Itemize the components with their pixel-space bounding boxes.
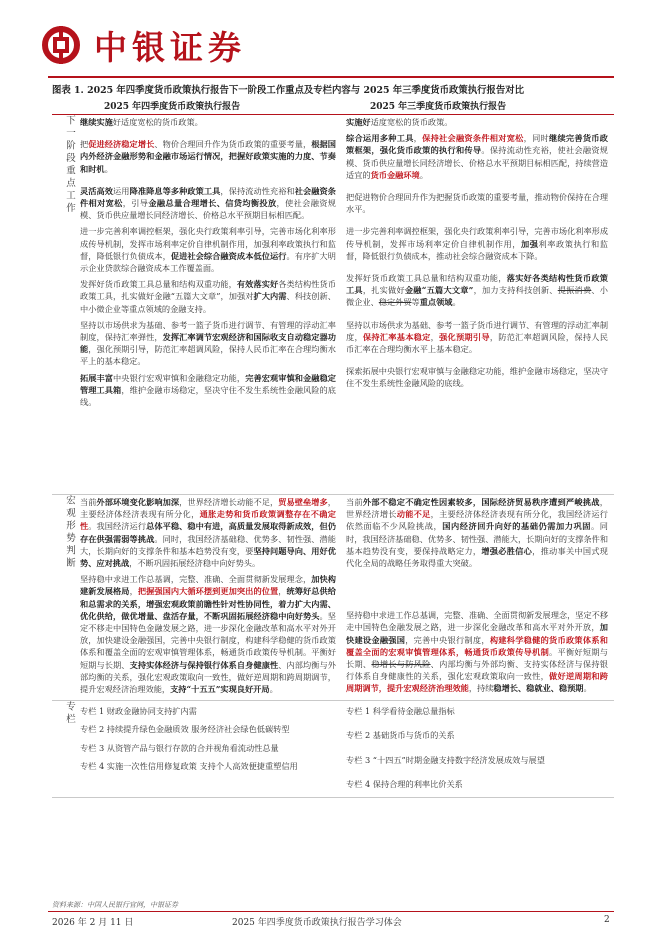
row-special xyxy=(52,701,614,798)
boc-logo-icon xyxy=(42,26,80,64)
focus-right-cell xyxy=(342,115,614,495)
list-item: 专栏 1 科学看待金融总量指标 xyxy=(346,706,455,717)
row-macro xyxy=(52,495,614,701)
paragraph: 继续实施好适度宽松的货币政策。 xyxy=(80,117,203,127)
list-item: 专栏 3 从资管产品与银行存款的合并视角看流动性总量 xyxy=(80,742,279,753)
paragraph: 坚持以市场供求为基础、参考一篮子货币进行调节、有管理的浮动汇率制度，保持汇率弹性，发挥汇率调节宏观经济和国际收支自动稳定器功能，强化预期引导，防范汇率超调风险，保持人民币汇率在合理均衡水平上的基本稳定。 xyxy=(80,319,336,367)
column-header-right: 2025 年三季度货币政策执行报告 xyxy=(342,97,614,115)
footer-date: 2026 年 2 月 11 日 xyxy=(52,918,134,928)
section-label-macro: 宏观形势判断 xyxy=(64,495,75,570)
footer-title: 2025 年四季度货币政策执行报告学习体会 xyxy=(232,918,402,928)
paragraph: 当前外部环境变化影响加深，世界经济增长动能不足，贸易壁垒增多，主要经济体经济表现有所分化，通胀走势和货币政策调整存在不确定性。我国经济运行总体平稳、稳中有进，高质量发展取得新成效，但仍存在供强需弱等挑战。同时，我国经济基础稳、优势多、韧性强、潜能大，长期向好的支撑条件和基本趋势没有变，要坚持问题导向、用好优势、应对挑战，不断巩固拓展经济稳中向好势头。 xyxy=(80,497,336,569)
source-note: 资料来源：中国人民银行官网，中银证券 xyxy=(52,901,178,909)
macro-right-cell xyxy=(342,495,614,701)
paragraph: 坚持稳中求进工作总基调，完整、准确、全面贯彻新发展理念，坚定不移走中国特色金融发展之路，进一步深化金融改革和高水平对外开放，加快建设金融强国，完善中央银行制度，构建科学稳健的货币政策体系和覆盖全面的宏观审慎管理体系，畅通货币政策传导机制。平衡好短期与长期、稳增长与防风险、内部均衡与外部均衡、支持实体经济与保持银行体系自身健康性的关系，强化宏观政策取向一致性，做好逆周期和跨周期调节，提升宏观经济治理效能，持续稳增长、稳就业、稳预期。 xyxy=(346,610,609,694)
header-rule xyxy=(48,76,614,78)
header xyxy=(42,22,342,68)
table-header-row xyxy=(52,97,614,115)
column-header-left: 2025 年四季度货币政策执行报告 xyxy=(76,97,342,115)
paragraph: 综合运用多种工具，保持社会融资条件相对宽松，同时继续完善货币政策框架，强化货币政策的执行和传导。保持流动性充裕，使社会融资规模、货币供应量增长同经济增长、价格总水平预期目标相匹配，持续营造适宜的货币金融环境。 xyxy=(346,133,609,180)
brand-name: 中银证券 xyxy=(94,27,246,67)
section-label-special: 专栏 xyxy=(64,701,75,727)
list-item: 专栏 2 基础货币与货币的关系 xyxy=(346,730,455,741)
paragraph: 当前外部不稳定不确定性因素较多，国际经济贸易秩序遭到严峻挑战，世界经济增长动能不足，主要经济体经济表现有所分化，我国经济运行依然面临不少风险挑战，国内经济回升向好的基础仍需加力巩固。同时，我国经济基础稳、优势多、韧性强、潜能大，长期向好的支撑条件和基本趋势没有变，要保持战略定力，增强必胜信心，推动事关中国式现代化全局的战略任务取得重大突破。 xyxy=(346,497,609,569)
list-item: 专栏 4 保持合理的利率比价关系 xyxy=(346,778,463,789)
paragraph: 把促进物价合理回升作为把握货币政策的重要考量，推动物价保持在合理水平。 xyxy=(346,192,609,215)
list-item: 专栏 2 持续提升绿色金融质效 服务经济社会绿色低碳转型 xyxy=(80,724,290,735)
special-right-cell xyxy=(342,701,614,798)
list-item: 专栏 1 财政金融协同支持扩内需 xyxy=(80,706,197,717)
paragraph: 发挥好货币政策工具总量和结构双重功能，落实好各类结构性货币政策工具，扎实做好金融“五篇大文章”，加力支持科技创新、提振消费、小微企业、稳定外贸等重点领域。 xyxy=(346,273,608,308)
focus-left-cell xyxy=(76,115,342,495)
paragraph: 进一步完善利率调控框架，强化央行政策利率引导，完善市场化利率形成传导机制，发挥市场利率定价自律机制作用，加强利率政策执行和监督，降低银行负债成本，促进社会综合融资成本低位运行。有序扩大明示企业贷款综合融资成本工作覆盖面。 xyxy=(80,226,336,274)
comparison-table xyxy=(52,97,614,798)
row-focus xyxy=(52,115,614,495)
paragraph: 灵活高效运用降准降息等多种政策工具，保持流动性充裕和社会融资条件相对宽松，引导金融总量合理增长、信贷均衡投放，使社会融资规模、货币供应量增长同经济增长、价格总水平预期目标相匹配。 xyxy=(80,185,336,221)
paragraph: 进一步完善利率调控框架，强化央行政策利率引导，完善市场化利率形成传导机制，发挥市场利率定价自律机制作用，加强利率政策执行和监督，降低银行负债成本，推动社会综合融资成本下降。 xyxy=(346,226,609,261)
paragraph: 坚持稳中求进工作总基调，完整、准确、全面贯彻新发展理念，加快构建新发展格局，把握强国内大循环摆到更加突出的位置，统筹好总供给和总需求的关系，增强宏观政策前瞻性针对性协同性，着力扩大内需、优化供给，做优增量、盘活存量，不断巩固拓展经济稳中向好势头。坚定不移走中国特色金融发展之路，进一步深化金融改革和高水平对外开放，加快建设金融强国，完善中央银行制度，构建科学稳健的货币政策体系和覆盖全面的宏观审慎管理体系，畅通货币政策传导机制。平衡好短期与长期、支持实体经济与保持银行体系自身健康性、内部均衡与外部均衡的关系，强化宏观政策取向一致性，做好逆周期和跨周期调节，提升宏观经济治理效能，支持“十五五”实现良好开局。 xyxy=(80,574,336,695)
list-item: 专栏 3 “十四五”时期金融支持数字经济发展成效与展望 xyxy=(346,754,545,765)
paragraph: 拓展丰富中央银行宏观审慎和金融稳定功能，完善宏观审慎和金融稳定管理工具箱，维护金融市场稳定，坚决守住不发生系统性金融风险的底线。 xyxy=(80,372,336,408)
paragraph: 探索拓展中央银行宏观审慎与金融稳定功能，维护金融市场稳定，坚决守住不发生系统性金融风险的底线。 xyxy=(346,366,609,389)
paragraph: 实施好适度宽松的货币政策。 xyxy=(346,117,453,127)
paragraph: 发挥好货币政策工具总量和结构双重功能，有效落实好各类结构性货币政策工具，扎实做好金融“五篇大文章”，加强对扩大内需、科技创新、中小微企业等重点领域的金融支持。 xyxy=(80,279,336,314)
paragraph: 把促进经济稳定增长、物价合理回升作为货币政策的重要考量，根据国内外经济金融形势和金融市场运行情况，把握好政策实施的力度、节奏和时机。 xyxy=(80,139,336,174)
footer-rule xyxy=(48,911,614,912)
figure-title: 图表 1. 2025 年四季度货币政策执行报告下一阶段工作重点及专栏内容与 2025 年三季度货币政策执行报告对比 xyxy=(52,85,525,96)
paragraph: 坚持以市场供求为基础、参考一篮子货币进行调节、有管理的浮动汇率制度，保持汇率基本稳定，强化预期引导，防范汇率超调风险，保持人民币汇率在合理均衡水平上基本稳定。 xyxy=(346,319,609,355)
list-item: 专栏 4 实施一次性信用修复政策 支持个人高效便捷重塑信用 xyxy=(80,760,298,771)
special-left-cell xyxy=(76,701,342,798)
section-label-focus: 下一阶段重点工作 xyxy=(64,115,75,215)
macro-left-cell xyxy=(76,495,342,701)
page-number: 2 xyxy=(604,915,610,925)
header-blank xyxy=(52,97,76,115)
